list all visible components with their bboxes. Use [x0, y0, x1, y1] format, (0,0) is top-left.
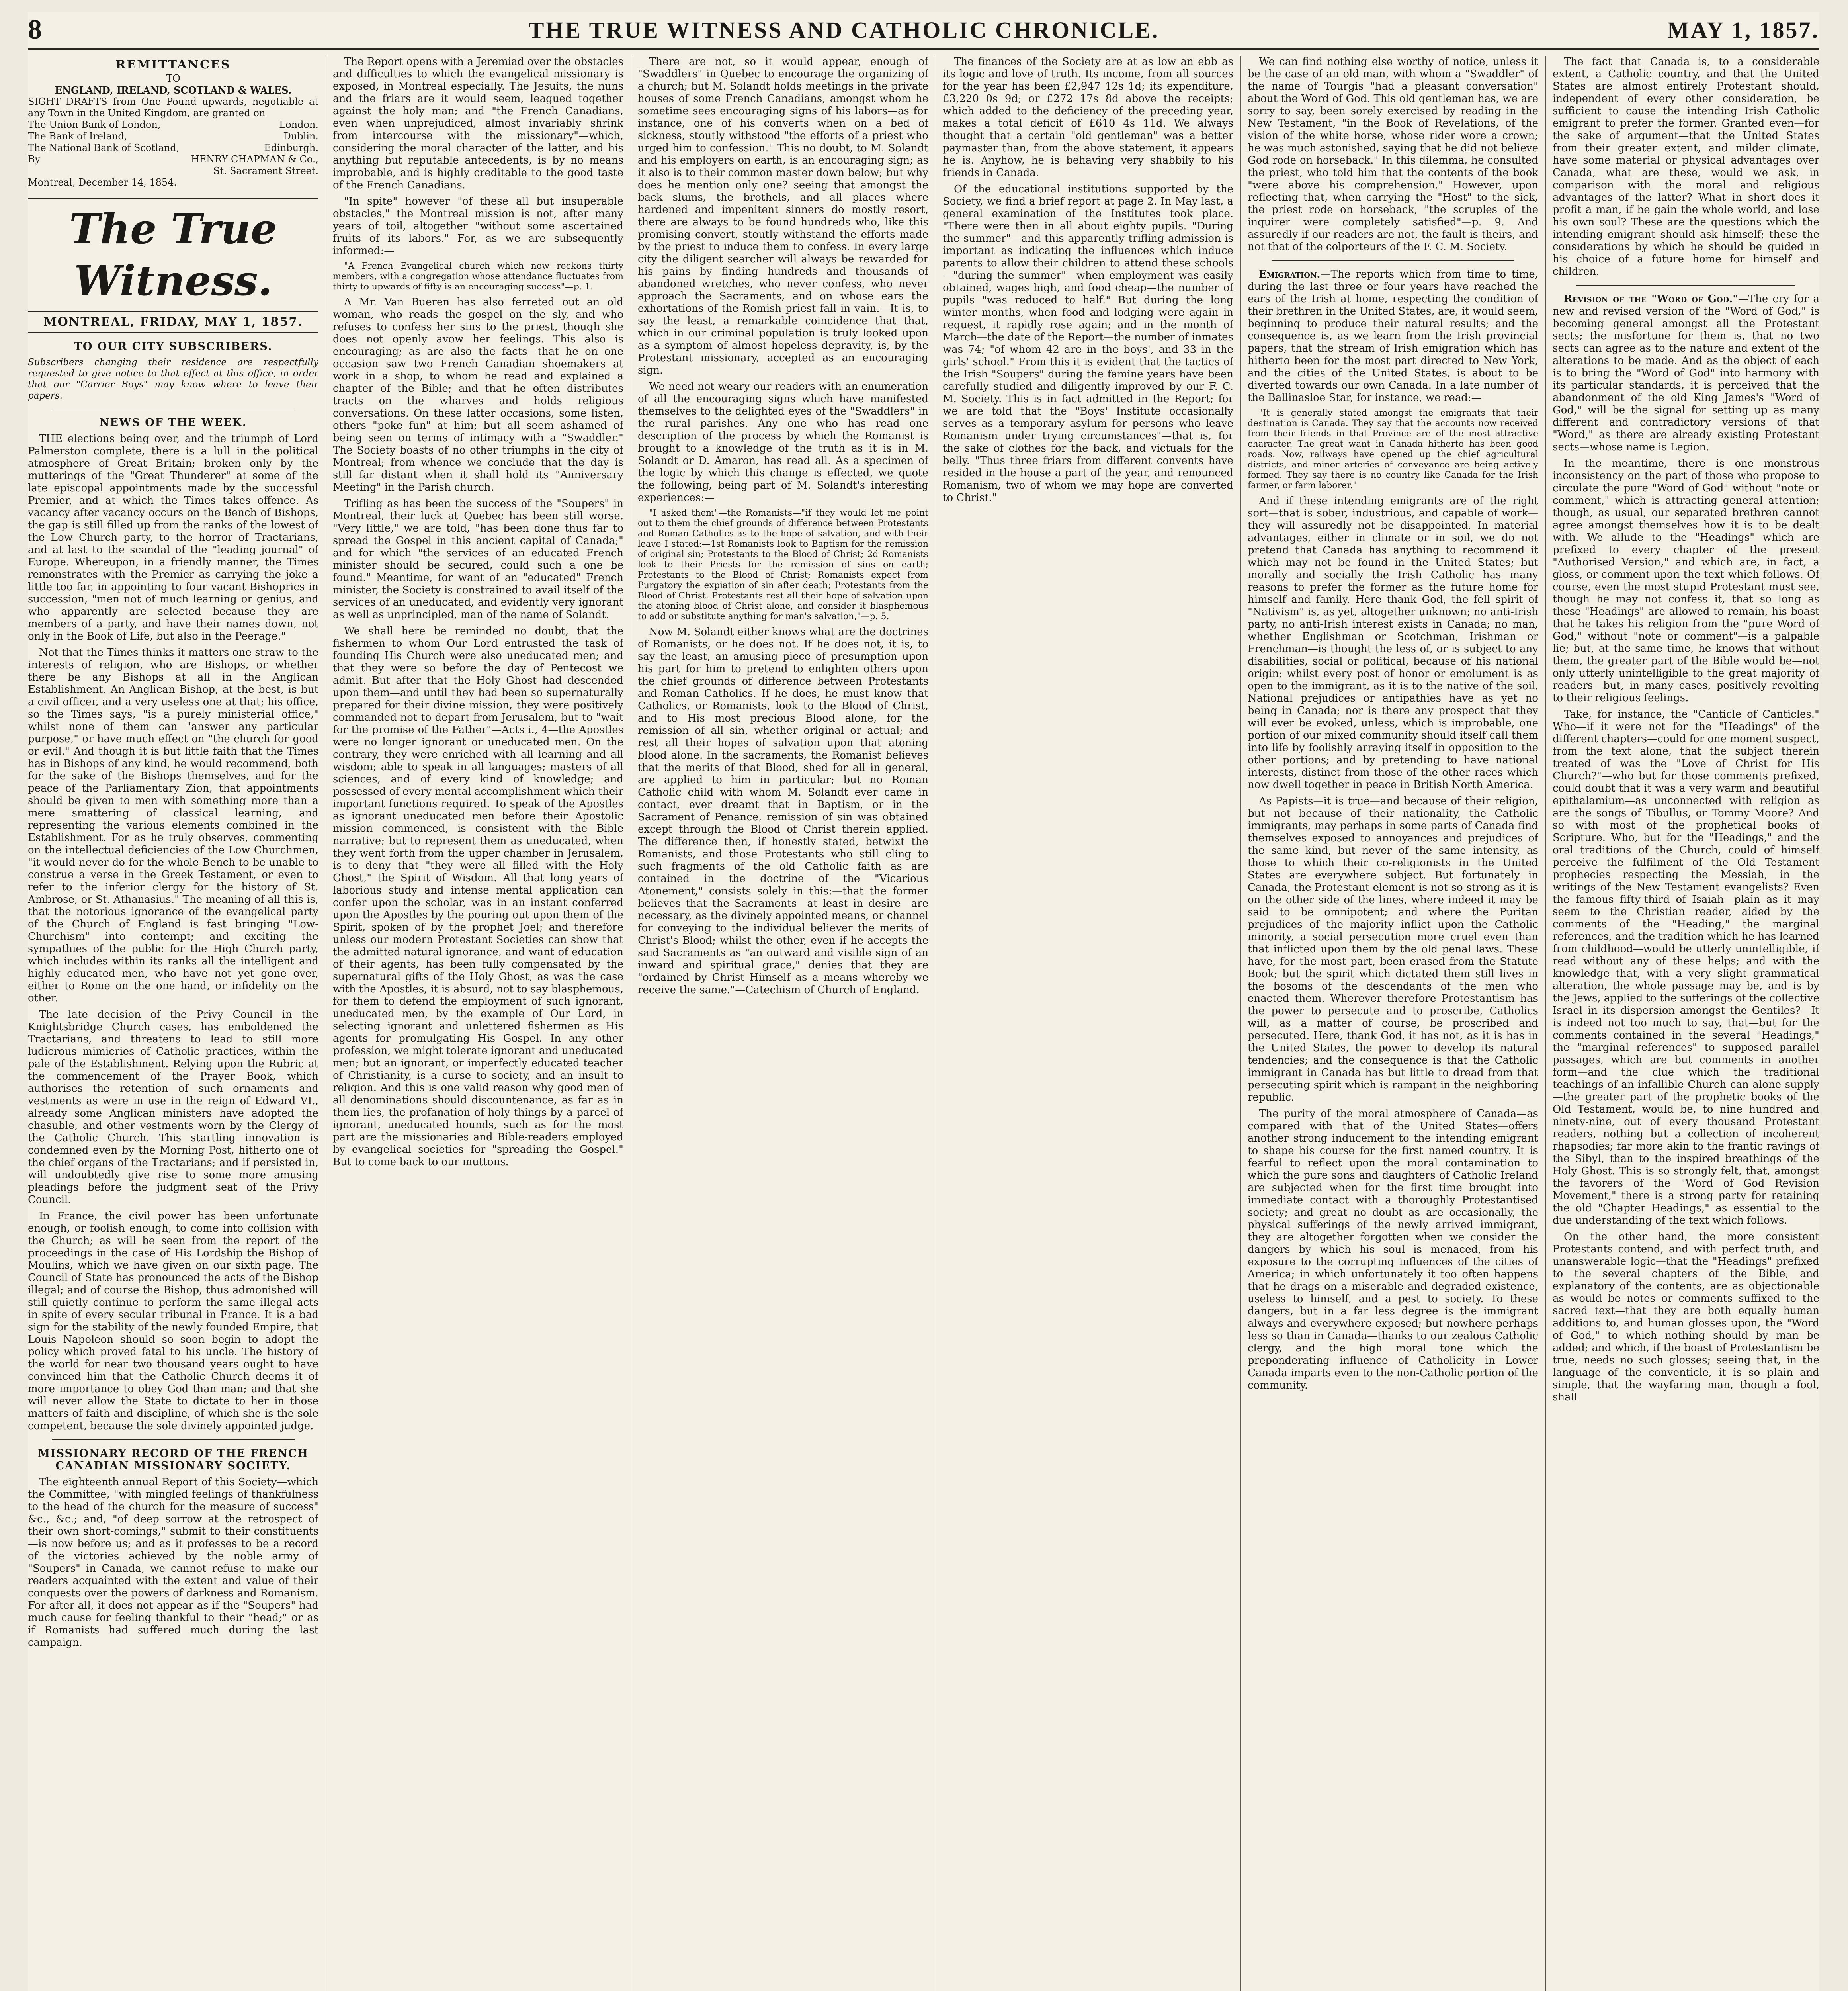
- article-paragraph: We can find nothing else worthy of notice, unless it be the case of an old man, with whom a "Swaddler" of the name of Tourgis "had a pleasant conversation" about the Word of God. This old gentleman has, we are sorry to say, been sorely exercised by reading in the New Testament, "in the Book of Revelations, of the vision of the white horse, whose rider wore a crown; he was much astonished, saying that he did not believe God rode on horseback." In this dilemma, he consulted the priest, who told him that the contents of the book "were above his comprehension." However, upon reflecting that, when carrying the "Host" to the sick, the priest rode on horseback, "the scruples of the inquirer were completely satisfied"—p. 9. And assuredly if our readers are not, the fault is theirs, and not that of the colporteurs of the F. C. M. Society.: [1248, 56, 1538, 253]
- article-paragraph: Take, for instance, the "Canticle of Canticles." Who—if it were not for the "Headings" of the different chapters—could for one moment suspect, from the text alone, that the subject therein treated of was the "Love of Christ for His Church?"—who but for those comments prefixed, could doubt that it was a very warm and beautiful epithalamium—as unconnected with religion as are the songs of Tibullus, or Tommy Moore? And so with most of the prophetical books of Scripture. Who, but for the "Headings," and the oral traditions of the Church, could of himself perceive the fulfilment of the Old Testament prophecies respecting the Messiah, in the writings of the New Testament evangelists? Even the famous fifty-third of Isaiah—plain as it may seem to the Christian reader, aided by the comments of the "Heading," the marginal references, and the tradition which he has learned from childhood—would be utterly unintelligible, if read without any of these helps; and with the knowledge that, with a very slight grammatical alteration, the whole passage may be, and is by the Jews, applied to the sufferings of the collective Israel in its dispersion amongst the Gentiles?—It is indeed not too much to say, that—but for the comments contained in the several "Headings," the "marginal references" to supposed parallel passages, which are but comments in another form—and the clue which the traditional teachings of an infallible Church can alone supply—the greater part of the prophetic books of the Old Testament, would be, to nine hundred and ninety-nine, out of every thousand Protestant readers, nothing but a collection of incoherent rhapsodies; far more akin to the frantic ravings of the Sibyl, than to the inspired breathings of the Holy Ghost. This is so strongly felt, that, amongst the favorers of the "Word of God Revision Movement," there is a strong party for retaining the old "Chapter Headings," as essential to the due understanding of the text which follows.: [1553, 708, 1819, 1226]
- article-paragraph: Trifling as has been the success of the "Soupers" in Montreal, their luck at Quebec has been still worse. "Very little," we are told, "has been done thus far to spread the Gospel in this ancient capital of Canada;" and for which "the services of an educated French minister should be secured, could such a one be found." Meantime, for want of an "educated" French minister, the Society is constrained to avail itself of the services of an uneducated, and evidently very ignorant as well as unprincipled, man of the name of Solandt.: [333, 498, 623, 621]
- newspaper-running-title: THE TRUE WITNESS AND CATHOLIC CHRONICLE.: [528, 17, 1160, 43]
- bank-row: [28, 142, 318, 154]
- bank-city: Edinburgh.: [264, 142, 318, 153]
- revision-runin: Revision of the "Word of God.": [1564, 293, 1738, 305]
- remittances-place-date: Montreal, December 14, 1854.: [28, 177, 177, 188]
- column-4: [943, 56, 1233, 1991]
- bank-row: [28, 119, 318, 131]
- remittances-intro: SIGHT DRAFTS from One Pound upwards, negotiable at any Town in the United Kingdom, are granted on: [28, 96, 318, 119]
- column-3: [638, 56, 928, 1991]
- remittances-to: TO: [166, 73, 180, 84]
- revision-text: —The cry for a new and revised version of the "Word of God," is becoming general amongst all the Protestant sects; the misfortune for them is, that no two sects can agree as to the nature and extent of the alterations to be made. And as the object of each is to bring the "Word of God" into harmony with its particular standards, it is perceived that the abandonment of the old King James's "Word of God," will be the signal for setting up as many different and contradictory versions of that "Word," as there are already existing Protestant sects—whose name is Legion.: [1553, 293, 1819, 453]
- article-paragraph: "In spite" however "of these all but insuperable obstacles," the Montreal mission is not, after many years of toil, altogether "without some ascertained fruits of its labors." For, as we are subsequently informed:—: [333, 196, 623, 257]
- article-quote: "I asked them"—the Romanists—"if they would let me point out to them the chief grounds of difference between Protestants and Roman Catholics as to the hope of salvation, and with their leave I stated:—1st Romanists look to Baptism for the remission of original sin; Protestants to the Blood of Christ; 2d Romanists look to their Priests for the remission of sins on earth; Protestants to the Blood of Christ; Romanists expect from Purgatory the expiation of sin after death; Protestants from the Blood of Christ. Protestants rest all their hope of salvation upon the atoning blood of Christ alone, and consider it blasphemous to add or substitute anything for man's salvation,"—p. 5.: [638, 508, 928, 622]
- article-paragraph: Not that the Times thinks it matters one straw to the interests of religion, who are Bishops, or whether there be any Bishops at all in the Anglican Establishment. An Anglican Bishop, at the best, is but a civil officer, and a very useless one at that; his office, so the Times says, "is a purely ministerial office," whilst none of them can "answer any particular purpose," or have much effect on "the church for good or evil." And though it is but little faith that the Times has in Bishops of any kind, he would recommend, both for the sake of the Bishops themselves, and for the peace of the Parliamentary Zion, that appointments should be given to men with something more than a mere smattering of classical learning, and representing the various elements combined in the Establishment. For as he truly observes, commenting on the intellectual deficiencies of the Low Churchmen, "it would never do for the whole Bench to be unable to construe a verse in the Greek Testament, or even to refer to the inferior clergy for the history of St. Ambrose, or St. Athanasius." The meaning of all this is, that the notorious ignorance of the evangelical party of the Church of England is fast bringing "Low-Churchism" into contempt; and exciting the sympathies of the public for the High Church party, which includes within its ranks all the intelligent and highly educated men, who have not yet gone over, either to Rome on the one hand, or infidelity on the other.: [28, 647, 318, 1004]
- column-2: [333, 56, 623, 1991]
- article-quote: "A French Evangelical church which now reckons thirty members, with a congregation whose attendance fluctuates from thirty to upwards of fifty is an encouraging success"—p. 1.: [333, 261, 623, 292]
- article-paragraph: The purity of the moral atmosphere of Canada—as compared with that of the United States—offers another strong inducement to the intending emigrant to shape his course for the first named country. It is fearful to reflect upon the moral contamination to which the pure sons and daughters of Catholic Ireland are subjected when for the first time brought into immediate contact with a thoroughly Protestantised society; and great no doubt as are occasionally, the physical sufferings of the newly arrived immigrant, they are altogether forgotten when we consider the dangers by which his soul is menaced, from his exposure to the corrupting influences of the cities of America; in which unfortunately it too often happens that he drags on a miserable and degraded existence, useless to himself, and a pest to society. To these dangers, but in a far less degree is the immigrant always and everywhere exposed; but nowhere perhaps less so than in Canada—thanks to our zealous Catholic clergy, and the high moral tone which the preponderating influence of Catholicity in Lower Canada imparts even to the non-Catholic portion of the community.: [1248, 1108, 1538, 1391]
- article-paragraph: The Report opens with a Jeremiad over the obstacles and difficulties to which the evangelical missionary is exposed, in Montreal especially. The Jesuits, the nuns and the friars are it would seem, leagued together against the holy man; and "the French Canadians, even when unprejudiced, almost invariably shrink from intercourse with the missionary"—which, considering the moral character of the latter, and his anything but reputable antecedents, is by no means improbable, and is highly creditable to the good taste of the French Canadians.: [333, 56, 623, 191]
- column-rule: [1545, 56, 1546, 1991]
- bank-name: The Union Bank of London,: [28, 119, 161, 130]
- article-paragraph: There are not, so it would appear, enough of "Swaddlers" in Quebec to encourage the organizing of a church; but M. Solandt holds meetings in the private houses of some French Canadians, amongst whom he sometime sees encouraging signs of his labors—as for instance, one of his converts when on a bed of sickness, stoutly withstood "the efforts of a priest who urged him to confession." This no doubt, to M. Solandt and his employers on earth, is an encouraging sign; as it also is to their common master down below; but why does he mention only one? seeing that amongst the back slums, the brothels, and all places where hardened and impenitent sinners do mostly resort, there are always to be found hundreds who, like this promising convert, stoutly withstand the efforts made by the priest to induce them to confess. In every large city the diligent searcher will always be rewarded for his pains by finding hundreds and thousands of abandoned wretches, who never confess, who never approach the Sacraments, and on whose ears the exhortations of the Romish priest fall in vain.—It is, to say the least, a remarkable coincidence that that, which in our criminal population is truly looked upon as a symptom of almost hopeless depravity, is, by the Protestant missionary, accepted as an encouraging sign.: [638, 56, 928, 376]
- subscribers-heading: TO OUR CITY SUBSCRIBERS.: [74, 340, 273, 353]
- column-1: [28, 56, 318, 1991]
- divider: [1272, 260, 1514, 261]
- article-paragraph: As Papists—it is true—and because of their religion, but not because of their nationality, the Catholic immigrants, may perhaps in some parts of Canada find themselves exposed to annoyances and prejudices of the same kind, but never of the same intensity, as those to which their co-religionists in the United States are everywhere subject. But fortunately in Canada, the Protestant element is not so strong as it is on the other side of the lines, where indeed it may be said to be omnipotent; and where the Puritan prejudices of the majority inflict upon the Catholic minority, a social persecution more cruel even than that inflicted upon them by the old penal laws. These have, for the most part, been erased from the Statute Book; but the spirit which dictated them still lives in the bosoms of the descendants of the men who enacted them. Wherever therefore Protestantism has the power to persecute and to proscribe, Catholics will, as a matter of course, be proscribed and persecuted. Here, thank God, it has not, as it is has in the United States, the power to develop its natural tendencies; and the consequence is that the Catholic immigrant in Canada has but little to dread from that persecuting spirit which is rampant in the neighboring republic.: [1248, 795, 1538, 1103]
- emigration-text: —The reports which from time to time, during the last three or four years have reached the ears of the Irish at home, respecting the condition of their brethren in the United States, are, it would seem, beginning to produce their natural results; and the consequence is, as we learn from the Irish provincial papers, that the stream of Irish emigration which has hitherto been for the most part directed to New York, and the cities of the United States, is about to be diverted towards our own Canada. In a late number of the Ballinasloe Star, for instance, we read:—: [1248, 268, 1538, 404]
- article-paragraph: And if these intending emigrants are of the right sort—that is sober, industrious, and capable of work—they will assuredly not be disappointed. In material advantages, either in climate or in soil, we do not pretend that Canada has anything to recommend it which may not be found in the United States; but morally and socially the Irish Catholic has many reasons to prefer the former as the future home for himself and family. Here thank God, the fell spirit of "Nativism" is, as yet, altogether unknown; no anti-Irish party, no anti-Irish interest exists in Canada; no man, whether Englishman or Scotchman, Irishman or Frenchman—is thought the less of, or is subject to any disabilities, social or political, because of his national origin; whilst every post of honor or emolument is as open to the immigrant, as it is to the native of the soil. National prejudices or antipathies have as yet no being in Canada; nor is there any prospect that they will ever be evoked, unless, which is improbable, one portion of our mixed community should itself call them into life by foolishly arraying itself in opposition to the other portions; and by pretending to have national interests, distinct from those of the other races which now dwell together in peace in British North America.: [1248, 495, 1538, 791]
- bank-city: Dublin.: [283, 131, 318, 142]
- article-paragraph: On the other hand, the more consistent Protestants contend, and with perfect truth, and unanswerable logic—that the "Headings" prefixed to the several chapters of the Bible, and explanatory of the contents, are as objectionable as would be notes or comments suffixed to the sacred text—that they are both equally human additions to, and human glosses upon, the "Word of God," to which nothing should by man be added; and which, if the boast of Protestantism be true, needs no such glosses; seeing that, in the language of the conventicle, it is so plain and simple, that the wayfaring man, though a fool, shall: [1553, 1231, 1819, 1403]
- remittances-countries: ENGLAND, IRELAND, SCOTLAND & WALES.: [55, 84, 292, 96]
- issue-date: MAY 1, 1857.: [1667, 17, 1819, 43]
- remittances-address: St. Sacrament Street.: [213, 165, 318, 176]
- remittances-heading: REMITTANCES: [115, 58, 231, 72]
- emigration-runin: Emigration.: [1259, 268, 1321, 280]
- bank-city: London.: [279, 119, 318, 130]
- remittances-agent: HENRY CHAPMAN & Co.,: [191, 154, 318, 165]
- article-paragraph: THE elections being over, and the triumph of Lord Palmerston complete, there is a lull in the political atmosphere of Great Britain; broken only by the mutterings of the "Great Thunderer" at some of the late episcopal appointments made by the successful Premier, and at which the Times takes offence. As vacancy after vacancy occurs on the Bench of Bishops, the gap is still filled up from the ranks of the lowest of the Low Church party, to the horror of Tractarians, and at last to the scandal of the "leading journal" of Europe. Whereupon, in a friendly manner, the Times remonstrates with the Premier as carrying the joke a little too far, in appointing to four vacant Bishoprics in succession, "men not of much learning or genius, and who apparently are selected because they are members of a party, and have their names down, not only in the Book of Life, but also in the Peerage.": [28, 433, 318, 642]
- news-heading: NEWS OF THE WEEK.: [99, 417, 247, 429]
- issue-dateline: MONTREAL, FRIDAY, MAY 1, 1857.: [28, 316, 318, 333]
- article-paragraph: We shall here be reminded no doubt, that the fishermen to whom Our Lord entrusted the task of founding His Church were also uneducated men; and that they were so before the day of Pentecost we admit. But after that the Holy Ghost had descended upon them—and until they had been so supernaturally prepared for their divine mission, they were positively commanded not to depart from Jerusalem, but to "wait for the promise of the Father"—Acts i., 4—the Apostles were no longer ignorant or uneducated men. On the contrary, they were enriched with all learning and all wisdom; able to speak in all languages; masters of all sciences, and of every kind of knowledge; and possessed of every mental accomplishment which their important functions required. To speak of the Apostles as ignorant uneducated men before their Apostolic mission commenced, is consistent with the Bible narrative; but to represent them as uneducated, when they went forth from the upper chamber in Jerusalem, is to deny that "they were all filled with the Holy Ghost," the Spirit of Wisdom. All that long years of laborious study and intense mental application can confer upon the scholar, was in an instant conferred upon the Apostles by the pouring out upon them of the Spirit, spoken of by the prophet Joel; and therefore unless our modern Protestant Societies can show that the admitted natural ignorance, and want of education of their agents, has been fully compensated by the supernatural gifts of the Holy Ghost, as was the case with the Apostles, it is absurd, not to say blasphemous, for them to defend the employment of such ignorant, uneducated men, by the example of Our Lord, in selecting ignorant and unlettered fishermen as His agents for promulgating His Gospel. In any other profession, we might tolerate ignorant and uneducated men; but an ignorant, or imperfectly educated teacher of Christianity, is a curse to society, and an insult to religion. And this is one valid reason why good men of all denominations should discountenance, as far as in them lies, the profanation of holy things by a parcel of ignorant, uneducated hounds, such as for the most part are the missionaries and Bible-readers employed by evangelical societies for "spreading the Gospel." But to come back to our muttons.: [333, 625, 623, 1168]
- remittances-advert: [28, 59, 318, 188]
- remittances-by: By: [28, 154, 41, 165]
- article-paragraph: Now M. Solandt either knows what are the doctrines of Romanists, or he does not. If he does not, it is, to say the least, an amusing piece of presumption upon his part for him to pretend to enlighten others upon the chief grounds of difference between Protestants and Roman Catholics. If he does, he must know that Catholics, or Romanists, look to the Blood of Christ, and to His most precious Blood alone, for the remission of all sin, whether original or actual; and rest all their hopes of salvation upon that atoning blood alone. In the sacraments, the Romanist believes that the merits of that Blood, shed for all in general, are applied to him in particular; but no Roman Catholic child with whom M. Solandt ever came in contact, ever dreamt that in Baptism, or in the Sacrament of Penance, remission of sin was obtained except through the Blood of Christ therein applied. The difference then, if honestly stated, betwixt the Romanists, and those Protestants who still cling to such fragments of the old Catholic faith as are contained in the doctrine of the "Vicarious Atonement," consists solely in this:—that the former believes that the Sacraments—at least in desire—are necessary, as the divinely appointed means, or channel for conveying to the individual believer the merits of Christ's Blood; whilst the other, even if he accepts the said Sacraments as "an outward and visible sign of an inward and spiritual grace," denies that they are "ordained by Christ Himself as a means whereby we receive the same."—Catechism of Church of England.: [638, 626, 928, 996]
- divider: [52, 1439, 295, 1440]
- agent-row: [28, 154, 318, 165]
- subscribers-notice: Subscribers changing their residence are respectfully requested to give notice to that effect at this office, in order that our "Carrier Boys" may know where to leave their papers.: [28, 357, 318, 401]
- divider: [1576, 285, 1795, 286]
- bank-name: The Bank of Ireland,: [28, 131, 127, 142]
- article-quote: "It is generally stated amongst the emigrants that their destination is Canada. They say that the accounts now received from their friends in that Province are of the most attractive character. The great want in Canada hitherto has been good roads. Now, railways have opened up the chief agricultural districts, and minor arteries of conveyance are being actively formed. They say there is no country like Canada for the Irish farmer, or farm laborer.": [1248, 408, 1538, 491]
- bank-name: The National Bank of Scotland,: [28, 142, 180, 153]
- columns: [28, 56, 1819, 1991]
- page-header: [28, 12, 1819, 50]
- column-rule: [1240, 56, 1241, 1991]
- article-paragraph: The late decision of the Privy Council in the Knightsbridge Church cases, has emboldened the Tractarians, and threatens to lead to still more ludicrous mimicries of Catholic practices, within the pale of the Establishment. Relying upon the Rubric at the commencement of the Prayer Book, which authorises the retention of such ornaments and vestments as were in use in the reign of Edward VI., already some Anglican ministers have adopted the chasuble, and other vestments worn by the Clergy of the Catholic Church. This startling innovation is condemned even by the Morning Post, hitherto one of the chief organs of the Tractarians; and if persisted in, will undoubtedly give rise to some more amusing pleadings before the judgment seat of the Privy Council.: [28, 1009, 318, 1206]
- article-paragraph: In France, the civil power has been unfortunate enough, or foolish enough, to come into collision with the Church; as will be seen from the report of the proceedings in the case of His Lordship the Bishop of Moulins, which we have given on our sixth page. The Council of State has pronounced the acts of the Bishop illegal; and of course the Bishop, thus admonished will still quietly continue to perform the same illegal acts in spite of every secular tribunal in France. It is a bad sign for the stability of the newly founded Empire, that Louis Napoleon should so soon begin to adopt the policy which proved fatal to his uncle. The history of the world for near two thousand years ought to have convinced him that the Catholic Church deems it of more importance to obey God than man; and that she will never allow the State to dictate to her in those matters of faith and discipline, of which she is the sole competent, because the sole divinely appointed judge.: [28, 1210, 318, 1432]
- revision-paragraph: [1553, 293, 1819, 454]
- article-paragraph: We need not weary our readers with an enumeration of all the encouraging signs which have manifested themselves to the delighted eyes of the "Swaddlers" in the rural parishes. Any one who has read one description of the process by which the Romanist is brought to a knowledge of the truth as it is in M. Solandt or D. Amaron, has read all. As a specimen of the logic by which this change is effected, we quote the following, being part of M. Solandt's interesting experiences:—: [638, 381, 928, 504]
- article-paragraph: A Mr. Van Bueren has also ferreted out an old woman, who reads the gospel on the sly, and who refuses to confess her sins to the priest, though she does not openly avow her feelings. This also is encouraging; as are also the facts—that he on one occasion saw two French Canadian shoemakers at work in a shop, to whom he read and explained a chapter of the Bible; and that he often distributes tracts on the wharves and holds religious conversations. On these latter occasions, some listen, others "poke fun" at him; but all seem ashamed of being seen on terms of intimacy with a "Swaddler." The Society boasts of no other triumphs in the city of Montreal; from whence we conclude that the day is still far distant when it shall hold its "Anniversary Meeting" in the Parish church.: [333, 296, 623, 493]
- page-number: 8: [28, 14, 43, 45]
- bank-row: [28, 131, 318, 142]
- article-paragraph: The eighteenth annual Report of this Society—which the Committee, "with mingled feelings of thankfulness to the head of the church for the measure of success" &c., &c.; and, "of deep sorrow at the retrospect of their own short-comings," submit to their constituents—is now before us; and as it professes to be a record of the victories achieved by the noble army of "Soupers" in Canada, we cannot refuse to make our readers acquainted with the extent and value of their conquests over the powers of darkness and Romanism. For after all, it does not appear as if the "Soupers" had much cause for feeling thankful to their "head;" or as if Romanists had suffered much during the last campaign.: [28, 1476, 318, 1649]
- column-6: [1553, 56, 1819, 1991]
- emigration-paragraph: [1248, 268, 1538, 404]
- article-paragraph: The finances of the Society are at as low an ebb as its logic and love of truth. Its income, from all sources for the year has been £2,947 12s 1d; its expenditure, £3,220 0s 9d; or £272 17s 8d above the receipts; which added to the deficiency of the preceding year, makes a total deficit of £610 4s 11d. We always thought that a certain "old gentleman" was a better paymaster than, from the above statement, it appears he is. Anyhow, he is behaving very shabbily to his friends in Canada.: [943, 56, 1233, 179]
- article-paragraph: In the meantime, there is one monstrous inconsistency on the part of those who propose to circulate the pure "Word of God" without "note or comment," which is attracting general attention; though, as usual, our separated brethren cannot agree amongst themselves how it is to be dealt with. We allude to the "Headings" which are prefixed to every chapter of the present "Authorised Version," and which are, in fact, a gloss, or comment upon the text which follows. Of course, even the most stupid Protestant must see, though he may not confess it, that so long as these "Headings" are allowed to remain, his boast that he takes his religion from the "pure Word of God," without "note or comment"—is a palpable lie; but, at the same time, he knows that without them, the greater part of the Bible would be—not only utterly unintelligible to the great majority of readers—but, in many cases, positively revolting to their religious feelings.: [1553, 458, 1819, 704]
- article-paragraph: The fact that Canada is, to a considerable extent, a Catholic country, and that the United States are almost entirely Protestant should, independent of every other consideration, be sufficient to cause the intending Irish Catholic emigrant to prefer the former. Granted even—for the sake of argument—that the United States from their greater extent, and milder climate, have some material or physical advantages over Canada, what are these, would we ask, in comparison with the moral and religious advantages of the latter? What in short does it profit a man, if he gain the whole world, and lose his own soul? These are the questions which the intending emigrant should ask himself; these the considerations by which he should be guided in his choice of a future home for himself and children.: [1553, 56, 1819, 278]
- newspaper-nameplate: The True Witness.: [28, 198, 318, 312]
- article-paragraph: Of the educational institutions supported by the Society, we find a brief report at page 2. In May last, a general examination of the Institutes took place. "There were then in all about eighty pupils. "During the summer"—and this apparently trifling admission is important as indicating the influences which induce parents to allow their children to attend these schools—"during the summer"—when employment was easily obtained, wages high, and food cheap—the number of pupils "was reduced to half." But during the long winter months, when food and lodging were again in request, it rapidly rose again; and in the month of March—the date of the Report—the number of inmates was 74; "of whom 42 are in the boys', and 33 in the girls' school." From this it is evident that the tactics of the Irish "Soupers" during the famine years have been carefully studied and diligently improved by our F. C. M. Society. This is in fact admitted in the Report; for we are told that the "Boys' Institute occasionally serves as a temporary asylum for persons who leave Romanism under trying circumstances"—that is, for the sake of clothes for the back, and victuals for the belly. "Thus three friars from different convents have resided in the house a part of the year, and renounced Romanism, two of whom we may hope are converted to Christ.": [943, 183, 1233, 504]
- column-5: [1248, 56, 1538, 1991]
- missionary-heading: MISSIONARY RECORD OF THE FRENCH CANADIAN MISSIONARY SOCIETY.: [38, 1447, 309, 1472]
- newspaper-page: [28, 12, 1819, 1991]
